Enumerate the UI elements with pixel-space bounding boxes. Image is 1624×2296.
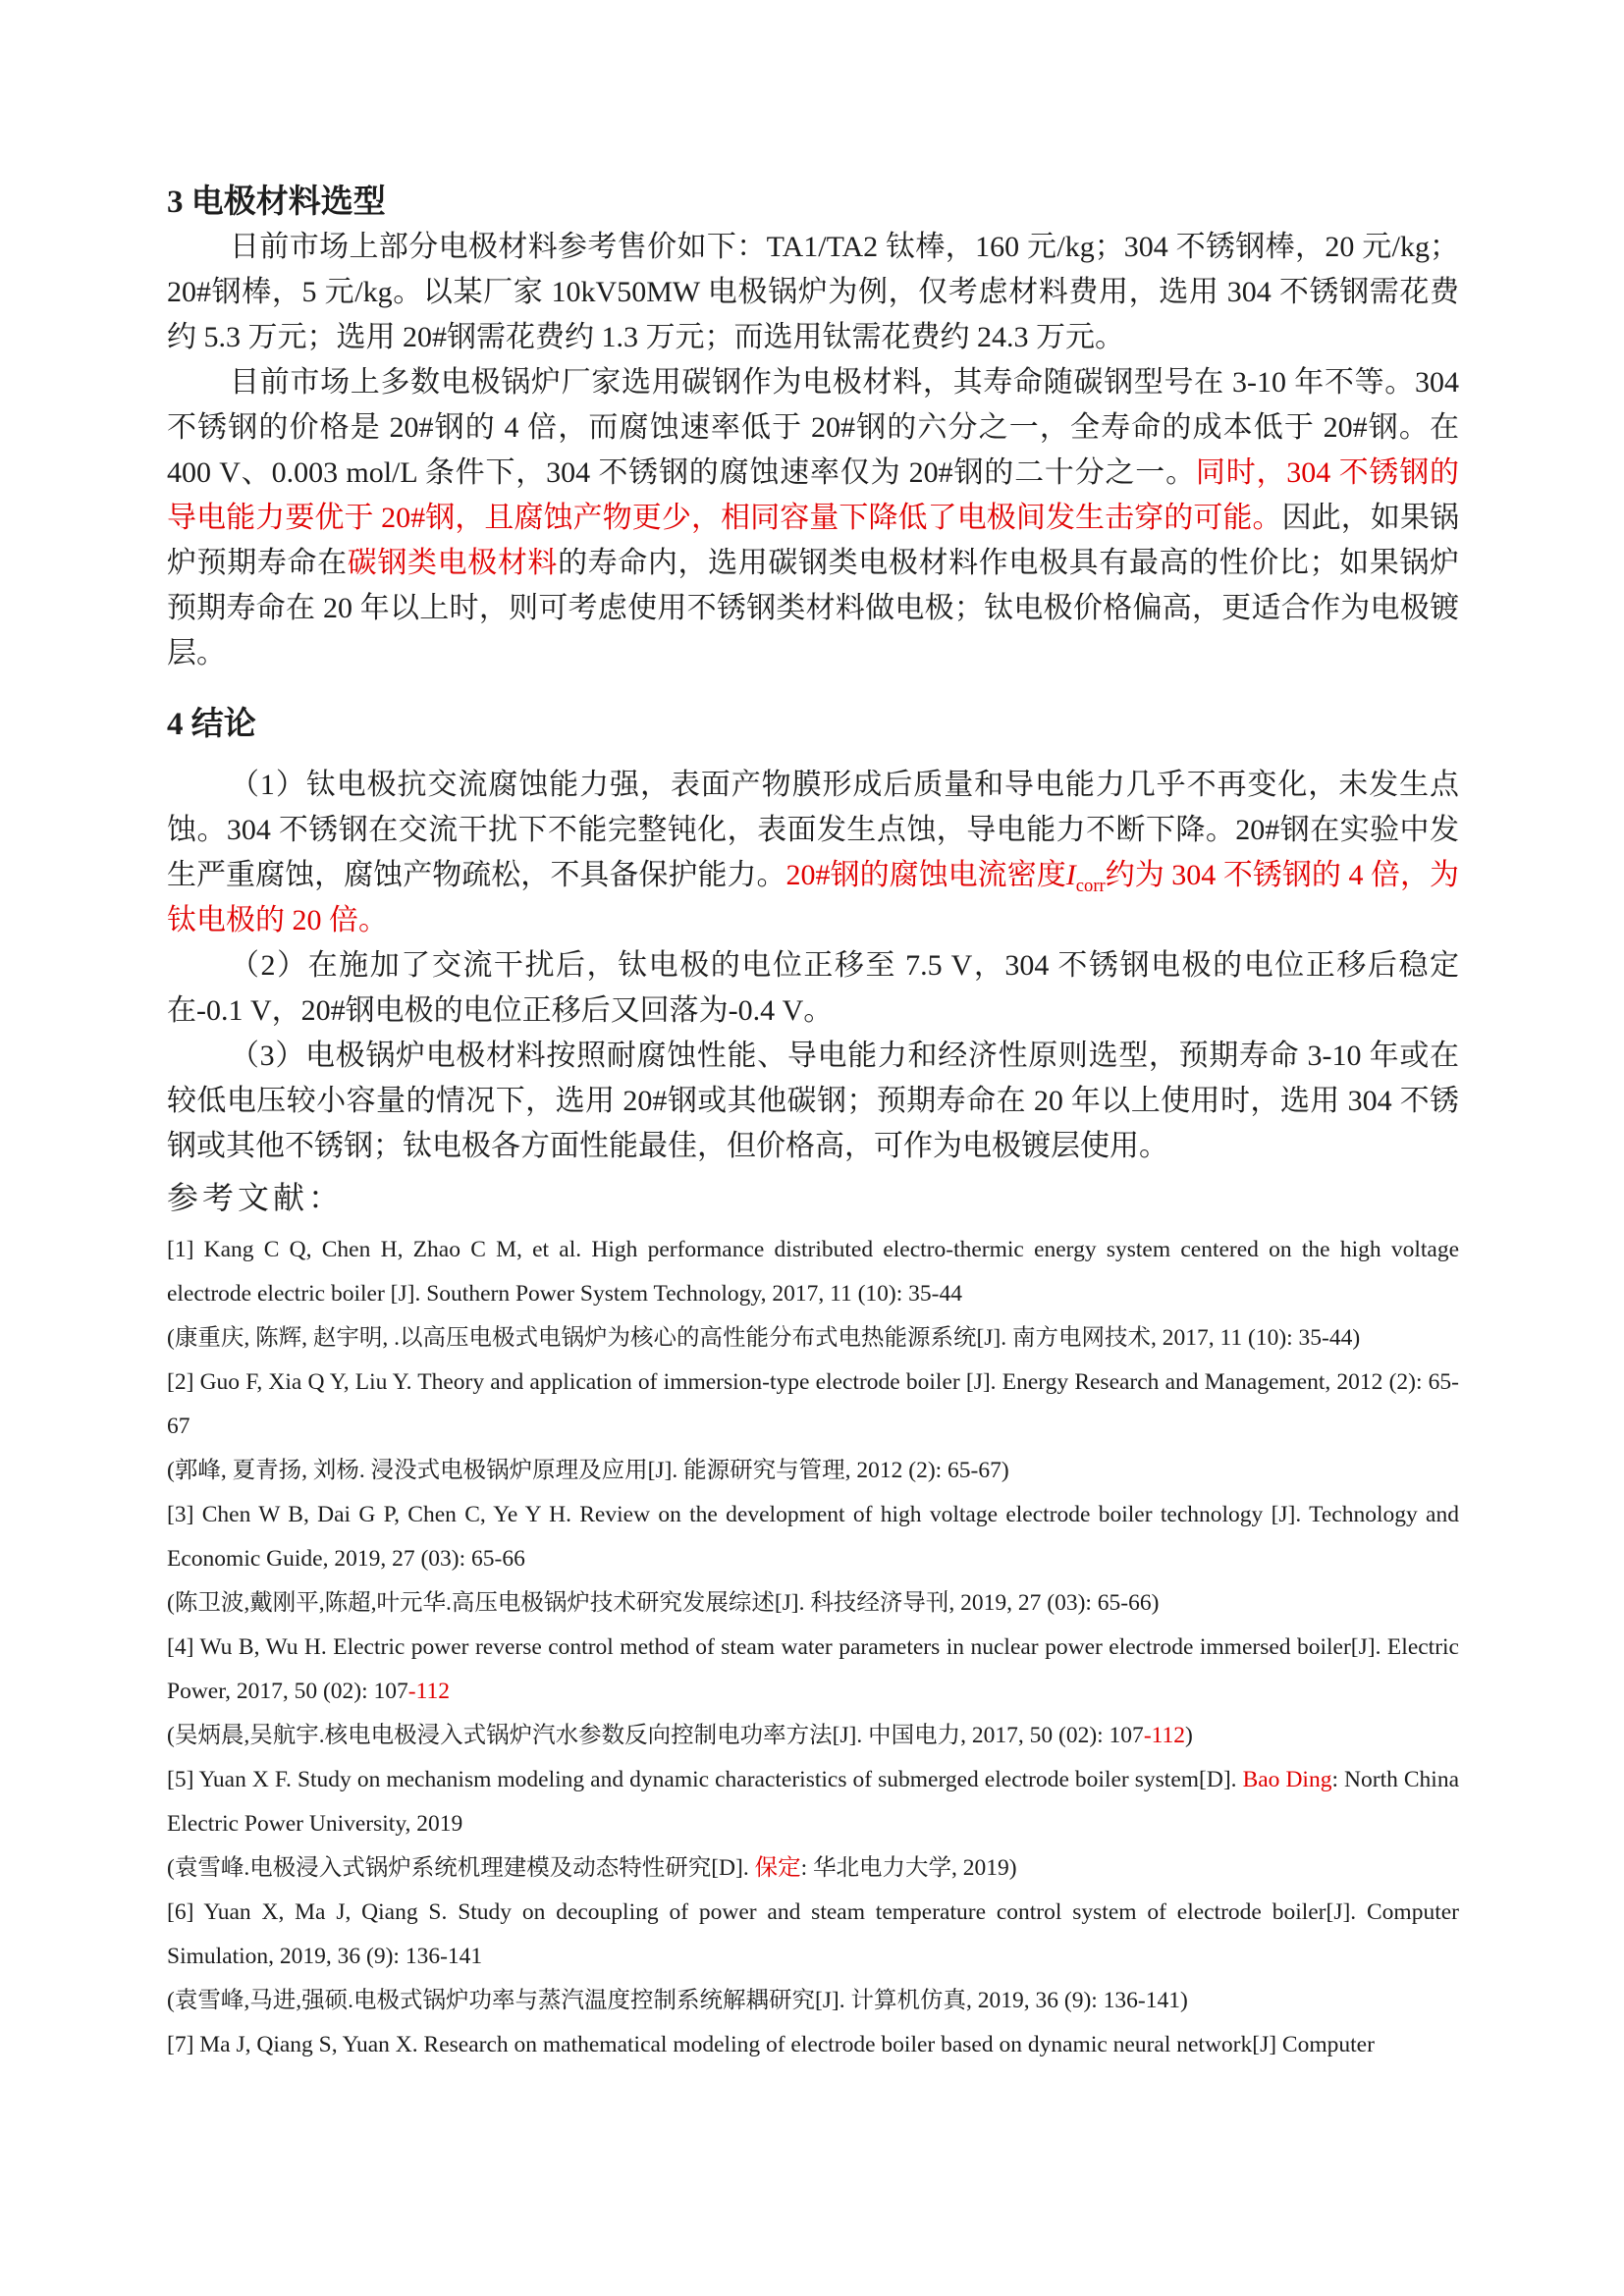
text-segment: 日前市场上部分电极材料参考售价如下：TA1/TA2 钛棒，160 元/kg；304 不锈钢棒，20 元/kg；20#钢棒，5 元/kg。以某厂家 10kV50MW 电极锅炉为例，仅考虑材料费用，选用 304 不锈钢需花费约 5.3 万元；选用 20#钢需花费约 1.3 万元；而选用钛需花费约 24.3 万元。 [167, 231, 1459, 353]
reference-entry [167, 1758, 1459, 1846]
references-heading: 参考文献： [167, 1180, 345, 1215]
section4-heading: 4 结论 [167, 707, 256, 742]
reference-entry [167, 1493, 1459, 1581]
section4-body [167, 763, 1459, 1169]
text-segment: 因此，如果锅炉预期寿命在 [167, 502, 1460, 579]
body-paragraph [167, 225, 1459, 360]
body-paragraph [167, 1034, 1459, 1169]
body-paragraph [167, 943, 1459, 1034]
reference-entry [167, 1979, 1459, 2023]
text-segment: （3）电极锅炉电极材料按照耐腐蚀性能、导电能力和经济性原则选型，预期寿命 3-10 年或在较低电压较小容量的情况下，选用 20#钢或其他碳钢；预期寿命在 20 年以上使用时，选用 304 不锈钢或其他不锈钢；钛电极各方面性能最佳，但价格高，可作为电极镀层使用。 [167, 1040, 1459, 1162]
text-segment: [1] Kang C Q, Chen H, Zhao C M, et al. High performance distributed electro-thermic energy system centered on the high voltage electrode electric boiler [J]. Southern Power System Technology, 2017, 11 (10): 35-44 [167, 1237, 1459, 1307]
text-segment: 约为 304 不锈钢的 4 倍，为钛电极的 20 倍。 [167, 859, 1460, 936]
text-segment: （1）钛电极抗交流腐蚀能力强，表面产物膜形成后质量和导电能力几乎不再变化，未发生点蚀。304 不锈钢在交流干扰下不能完整钝化，表面发生点蚀，导电能力不断下降。20#钢在实验中发生严重腐蚀，腐蚀产物疏松，不具备保护能力。 [167, 769, 1459, 891]
text-segment: 的寿命内，选用碳钢类电极材料作电极具有最高的性价比；如果锅炉预期寿命在 20 年以上时，则可考虑使用不锈钢类材料做电极；钛电极价格偏高，更适合作为电极镀层。 [167, 547, 1460, 669]
text-segment: : North China Electric Power University, 2019 [167, 1767, 1460, 1837]
text-segment: 保定 [754, 1855, 801, 1881]
reference-entry [167, 2023, 1459, 2067]
text-segment: [7] Ma J, Qiang S, Yuan X. Research on mathematical modeling of electrode boiler based on dynamic neural network[J] Computer [167, 2032, 1375, 2057]
text-segment: (吴炳晨,吴航宇.核电电极浸入式锅炉汽水参数反向控制电功率方法[J]. 中国电力, 2017, 50 (02): 107 [167, 1723, 1144, 1748]
reference-entry [167, 1581, 1459, 1626]
section-conclusion [167, 702, 1459, 1169]
text-segment: -112 [1143, 1723, 1186, 1748]
references-list [167, 1228, 1459, 2067]
text-segment: corr [1075, 876, 1106, 896]
reference-entry [167, 1626, 1459, 1714]
reference-entry [167, 1714, 1459, 1758]
section3-body [167, 225, 1459, 676]
references-section [167, 1173, 1459, 2067]
text-segment: -112 [407, 1679, 451, 1704]
text-segment: ) [1185, 1723, 1193, 1748]
text-segment: 碳钢类电极材料 [347, 547, 559, 579]
text-segment: 目前市场上多数电极锅炉厂家选用碳钢作为电极材料，其寿命随碳钢型号在 3-10 年不等。304 不锈钢的价格是 20#钢的 4 倍，而腐蚀速率低于 20#钢的六分之一，全寿命的成本低于 20#钢。在 400 V、0.003 mol/L 条件下，304 不锈钢的腐蚀速率仅为 20#钢的二十分之一。 [167, 366, 1459, 489]
reference-entry [167, 1846, 1459, 1891]
text-segment: Bao Ding [1242, 1767, 1332, 1792]
text-segment: [2] Guo F, Xia Q Y, Liu Y. Theory and application of immersion-type electrode boiler [J]. Energy Research and Management, 2012 (2): 65-67 [167, 1369, 1459, 1439]
text-segment: (康重庆, 陈辉, 赵宇明, .以高压电极式电锅炉为核心的高性能分布式电热能源系统[J]. 南方电网技术, 2017, 11 (10): 35-44) [167, 1325, 1361, 1351]
body-paragraph [167, 360, 1459, 676]
section-material-selection [167, 180, 1459, 676]
text-segment: [4] Wu B, Wu H. Electric power reverse control method of steam water parameters in nuclear power electrode immersed boiler[J]. Electric Power, 2017, 50 (02): 107 [167, 1634, 1459, 1704]
text-segment: [6] Yuan X, Ma J, Qiang S. Study on decoupling of power and steam temperature control system of electrode boiler[J]. Computer Simulation, 2019, 36 (9): 136-141 [167, 1899, 1459, 1969]
text-segment: （2）在施加了交流干扰后，钛电极的电位正移至 7.5 V，304 不锈钢电极的电位正移后稳定在-0.1 V，20#钢电极的电位正移后又回落为-0.4 V。 [167, 949, 1459, 1027]
text-segment: I [1065, 859, 1076, 891]
text-segment: [5] Yuan X F. Study on mechanism modeling and dynamic characteristics of submerged electrode boiler system[D]. [167, 1767, 1243, 1792]
text-segment: [3] Chen W B, Dai G P, Chen C, Ye Y H. Review on the development of high voltage electrode boiler technology [J]. Technology and Economic Guide, 2019, 27 (03): 65-66 [167, 1502, 1459, 1572]
text-segment: 同时，304 不锈钢的导电能力要优于 20#钢，且腐蚀产物更少，相同容量下降低了电极间发生击穿的可能。 [167, 456, 1459, 534]
reference-entry [167, 1361, 1459, 1449]
text-segment: : 华北电力大学, 2019) [800, 1855, 1017, 1881]
text-segment: 20#钢的腐蚀电流密度 [785, 859, 1066, 891]
text-segment: (郭峰, 夏青扬, 刘杨. 浸没式电极锅炉原理及应用[J]. 能源研究与管理, 2012 (2): 65-67) [167, 1458, 1009, 1483]
reference-entry [167, 1316, 1459, 1361]
text-segment: (袁雪峰,马进,强硕.电极式锅炉功率与蒸汽温度控制系统解耦研究[J]. 计算机仿真, 2019, 36 (9): 136-141) [167, 1988, 1188, 2013]
text-segment: (陈卫波,戴刚平,陈超,叶元华.高压电极锅炉技术研究发展综述[J]. 科技经济导刊, 2019, 27 (03): 65-66) [167, 1590, 1160, 1616]
text-segment: (袁雪峰.电极浸入式锅炉系统机理建模及动态特性研究[D]. [167, 1855, 755, 1881]
section3-heading: 3 电极材料选型 [167, 185, 386, 220]
body-paragraph [167, 763, 1459, 943]
reference-entry [167, 1891, 1459, 1979]
reference-entry [167, 1449, 1459, 1493]
reference-entry [167, 1228, 1459, 1316]
